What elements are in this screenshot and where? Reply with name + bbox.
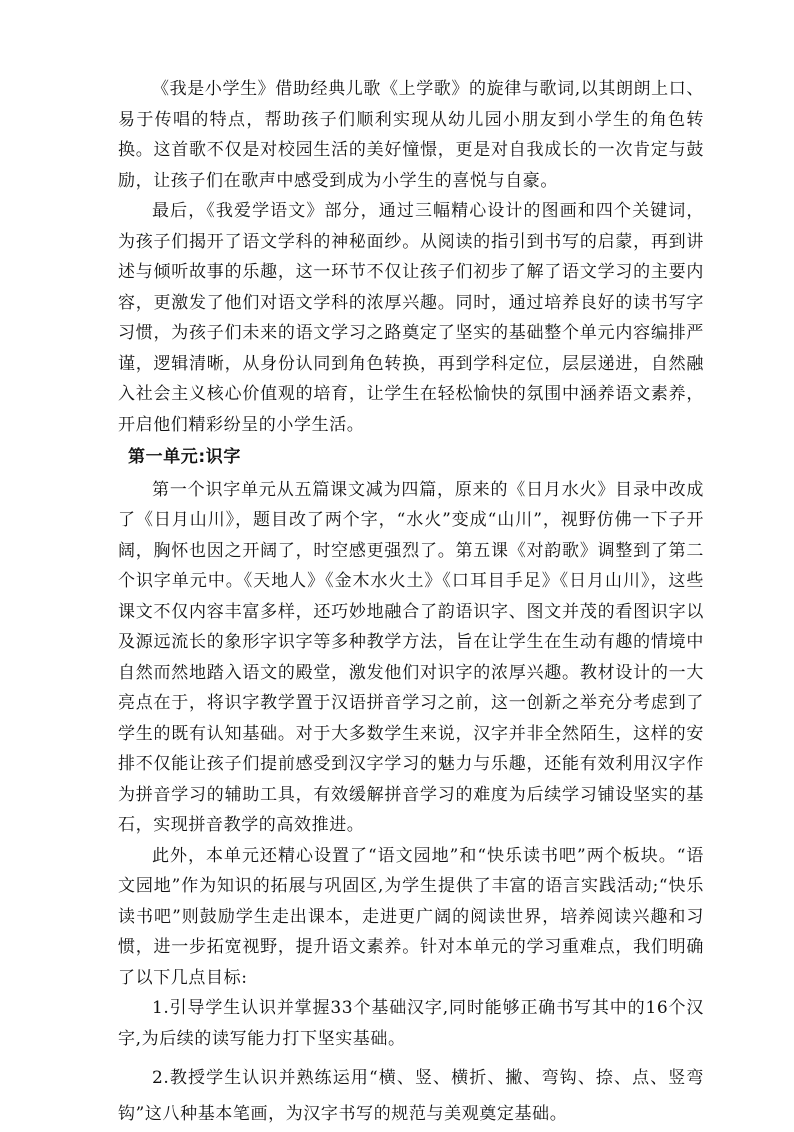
paragraph-unit-sections: 此外，本单元还精心设置了“语文园地”和“快乐读书吧”两个板块。“语文园地”作为知识的拓展与巩固区,为学生提供了丰富的语言实践活动;“快乐读书吧”则鼓励学生走出课本，走进更广阔的阅读世界，培养阅读兴趣和习惯，进一步拓宽视野，提升语文素养。针对本单元的学习重难点，我们明确了以下几点目标:	[118, 845, 704, 988]
goal-item-1: 1.引导学生认识并掌握33个基础汉字,同时能够正确书写其中的16个汉字,为后续的读写能力打下坚实基础。	[118, 998, 704, 1049]
paragraph-intro-chinese: 最后，《我爱学语文》部分，通过三幅精心设计的图画和四个关键词，为孩子们揭开了语文学科的神秘面纱。从阅读的指引到书写的启蒙，再到讲述与倾听故事的乐趣，这一环节不仅让孩子们初步了解了语文学习的主要内容，更激发了他们对语文学科的浓厚兴趣。同时，通过培养良好的读书写字习惯，为孩子们未来的语文学习之路奠定了坚实的基础整个单元内容编排严谨，逻辑清晰，从身份认同到角色转换，再到学科定位，层层递进，自然融入社会主义核心价值观的培育，让学生在轻松愉快的氛围中涵养语文素养，开启他们精彩纷呈的小学生活。	[118, 201, 704, 435]
paragraph-intro-song: 《我是小学生》借助经典儿歌《上学歌》的旋律与歌词,以其朗朗上口、易于传唱的特点，帮助孩子们顺利实现从幼儿园小朋友到小学生的角色转换。这首歌不仅是对校园生活的美好憧憬，更是对自我成长的一次肯定与鼓励，让孩子们在歌声中感受到成为小学生的喜悦与自豪。	[118, 79, 704, 191]
document-body	[118, 74, 704, 1132]
goal-item-2: 2.教授学生认识并熟练运用“横、竖、横折、撇、弯钩、捺、点、竖弯钩”这八种基本笔画，为汉字书写的规范与美观奠定基础。	[118, 1068, 704, 1124]
section-heading: 第一单元:识字	[128, 447, 241, 467]
paragraph-unit-overview: 第一个识字单元从五篇课文减为四篇，原来的《日月水火》目录中改成了《日月山川》，题目改了两个字，“水火”变成“山川”，视野仿佛一下子开阔，胸怀也因之开阔了，时空感更强烈了。第五课《对韵歌》调整到了第二个识字单元中。《天地人》《金木水火土》《口耳目手足》《日月山川》，这些课文不仅内容丰富多样，还巧妙地融合了韵语识字、图文并茂的看图识字以及源远流长的象形字识字等多种教学方法，旨在让学生在生动有趣的情境中自然而然地踏入语文的殿堂，激发他们对识字的浓厚兴趣。教材设计的一大亮点在于，将识字教学置于汉语拼音学习之前，这一创新之举充分考虑到了学生的既有认知基础。对于大多数学生来说，汉字并非全然陌生，这样的安排不仅能让孩子们提前感受到汉字学习的魅力与乐趣，还能有效利用汉字作为拼音学习的辅助工具，有效缓解拼音学习的难度为后续学习铺设坚实的基石，实现拼音教学的高效推进。	[118, 479, 704, 835]
